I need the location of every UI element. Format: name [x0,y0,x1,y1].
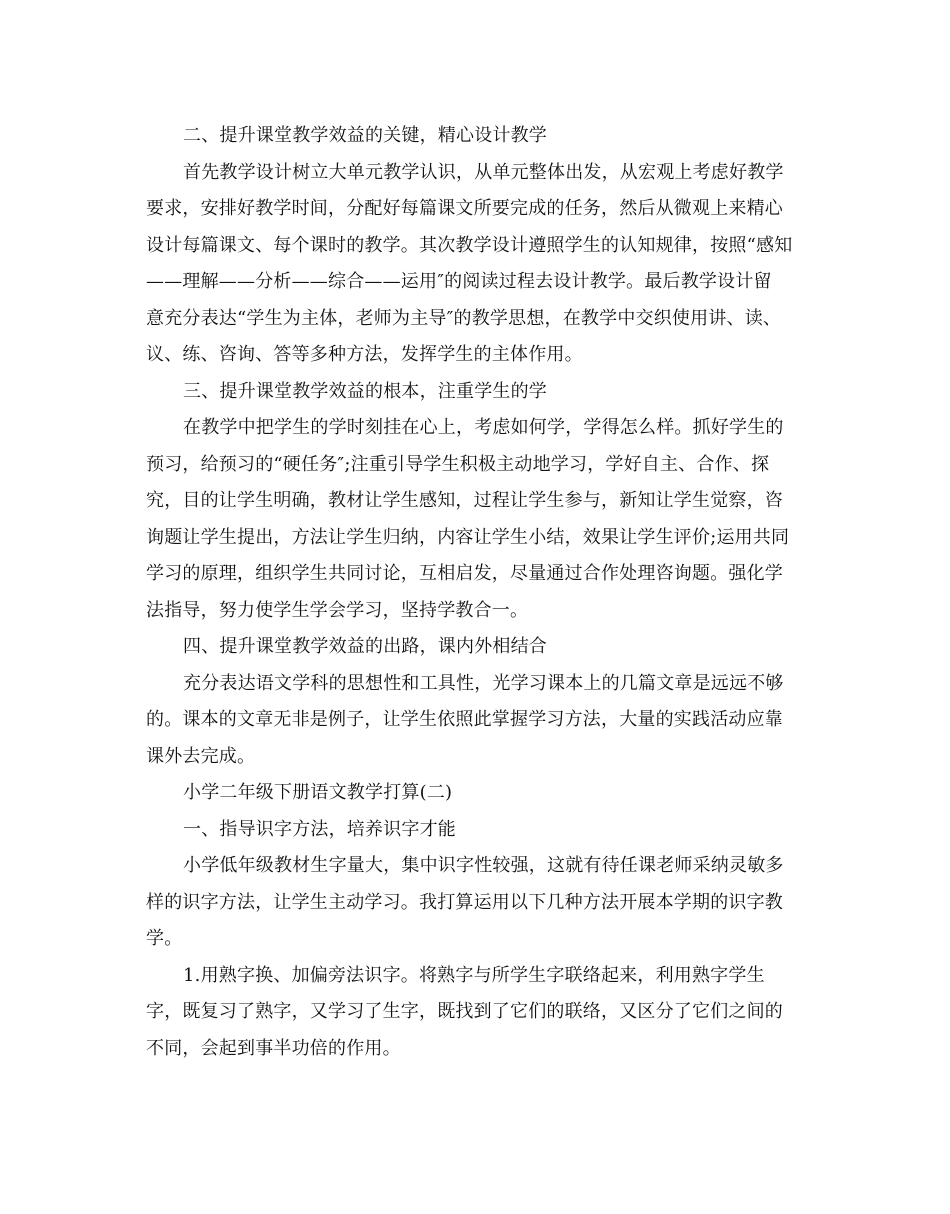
text-line: 不同，会起到事半功倍的作用。 [146,1037,401,1059]
text-line: 样的识字方法，让学生主动学习。我打算运用以下几种方法开展本学期的识字教 [146,891,783,913]
text-line: 四、提升课堂教学效益的出路，课内外相结合 [183,636,547,657]
text-line: 设计每篇课文、每个课时的教学。其次教学设计遵照学生的认知规律，按照“感知 [146,234,793,256]
body-text [146,118,810,1067]
text-line: 课外去完成。 [146,745,256,767]
text-line: 预习，给预习的“硬任务″;注重引导学生积极主动地学习，学好自主、合作、探 [146,453,770,475]
text-line: 询题让学生提出，方法让学生归纳，内容让学生小结，效果让学生评价;运用共同 [146,526,790,548]
text-line: 意充分表达“学生为主体，老师为主导″的教学思想，在教学中交织使用讲、读、 [146,307,782,329]
text-line: 三、提升课堂教学效益的根本，注重学生的学 [183,380,547,402]
text-line: 二、提升课堂教学效益的关键，精心设计教学 [183,125,547,146]
text-line: 首先教学设计树立大单元教学认识，从单元整体出发，从宏观上考虑好教学 [183,161,784,183]
text-line: 究，目的让学生明确，教材让学生感知，过程让学生参与，新知让学生觉察，咨 [146,490,783,511]
text-line: 的。课本的文章无非是例子，让学生依照此掌握学习方法，大量的实践活动应靠 [146,709,783,730]
text-line: 学习的原理，组织学生共同讨论，互相启发，尽量通过合作处理咨询题。强化学 [146,563,783,584]
text-line: 要求，安排好教学时间，分配好每篇课文所要完成的任务，然后从微观上来精心 [146,198,783,219]
text-line: 充分表达语文学科的思想性和工具性，光学习课本上的几篇文章是远远不够 [183,672,784,694]
text-line: ——理解——分析——综合——运用″的阅读过程去设计教学。最后教学设计留 [146,271,772,292]
text-line: 字，既复习了熟字，又学习了生字，既找到了它们的联络，又区分了它们之间的 [146,1001,783,1022]
text-line: 一、指导识字方法，培养识字才能 [183,818,456,840]
text-line: 小学低年级教材生字量大，集中识字性较强，这就有待任课老师采纳灵敏多 [183,855,784,876]
text-line: 1.用熟字换、加偏旁法识字。将熟字与所学生字联络起来，利用熟字学生 [183,964,765,986]
text-line: 在教学中把学生的学时刻挂在心上，考虑如何学，学得怎么样。抓好学生的 [183,417,784,438]
text-line: 学。 [146,928,183,949]
text-line: 法指导，努力使学生学会学习，坚持学教合一。 [146,599,529,621]
text-line: 小学二年级下册语文教学打算(二) [183,782,453,803]
text-line: 议、练、咨询、答等多种方法，发挥学生的主体作用。 [146,344,583,365]
